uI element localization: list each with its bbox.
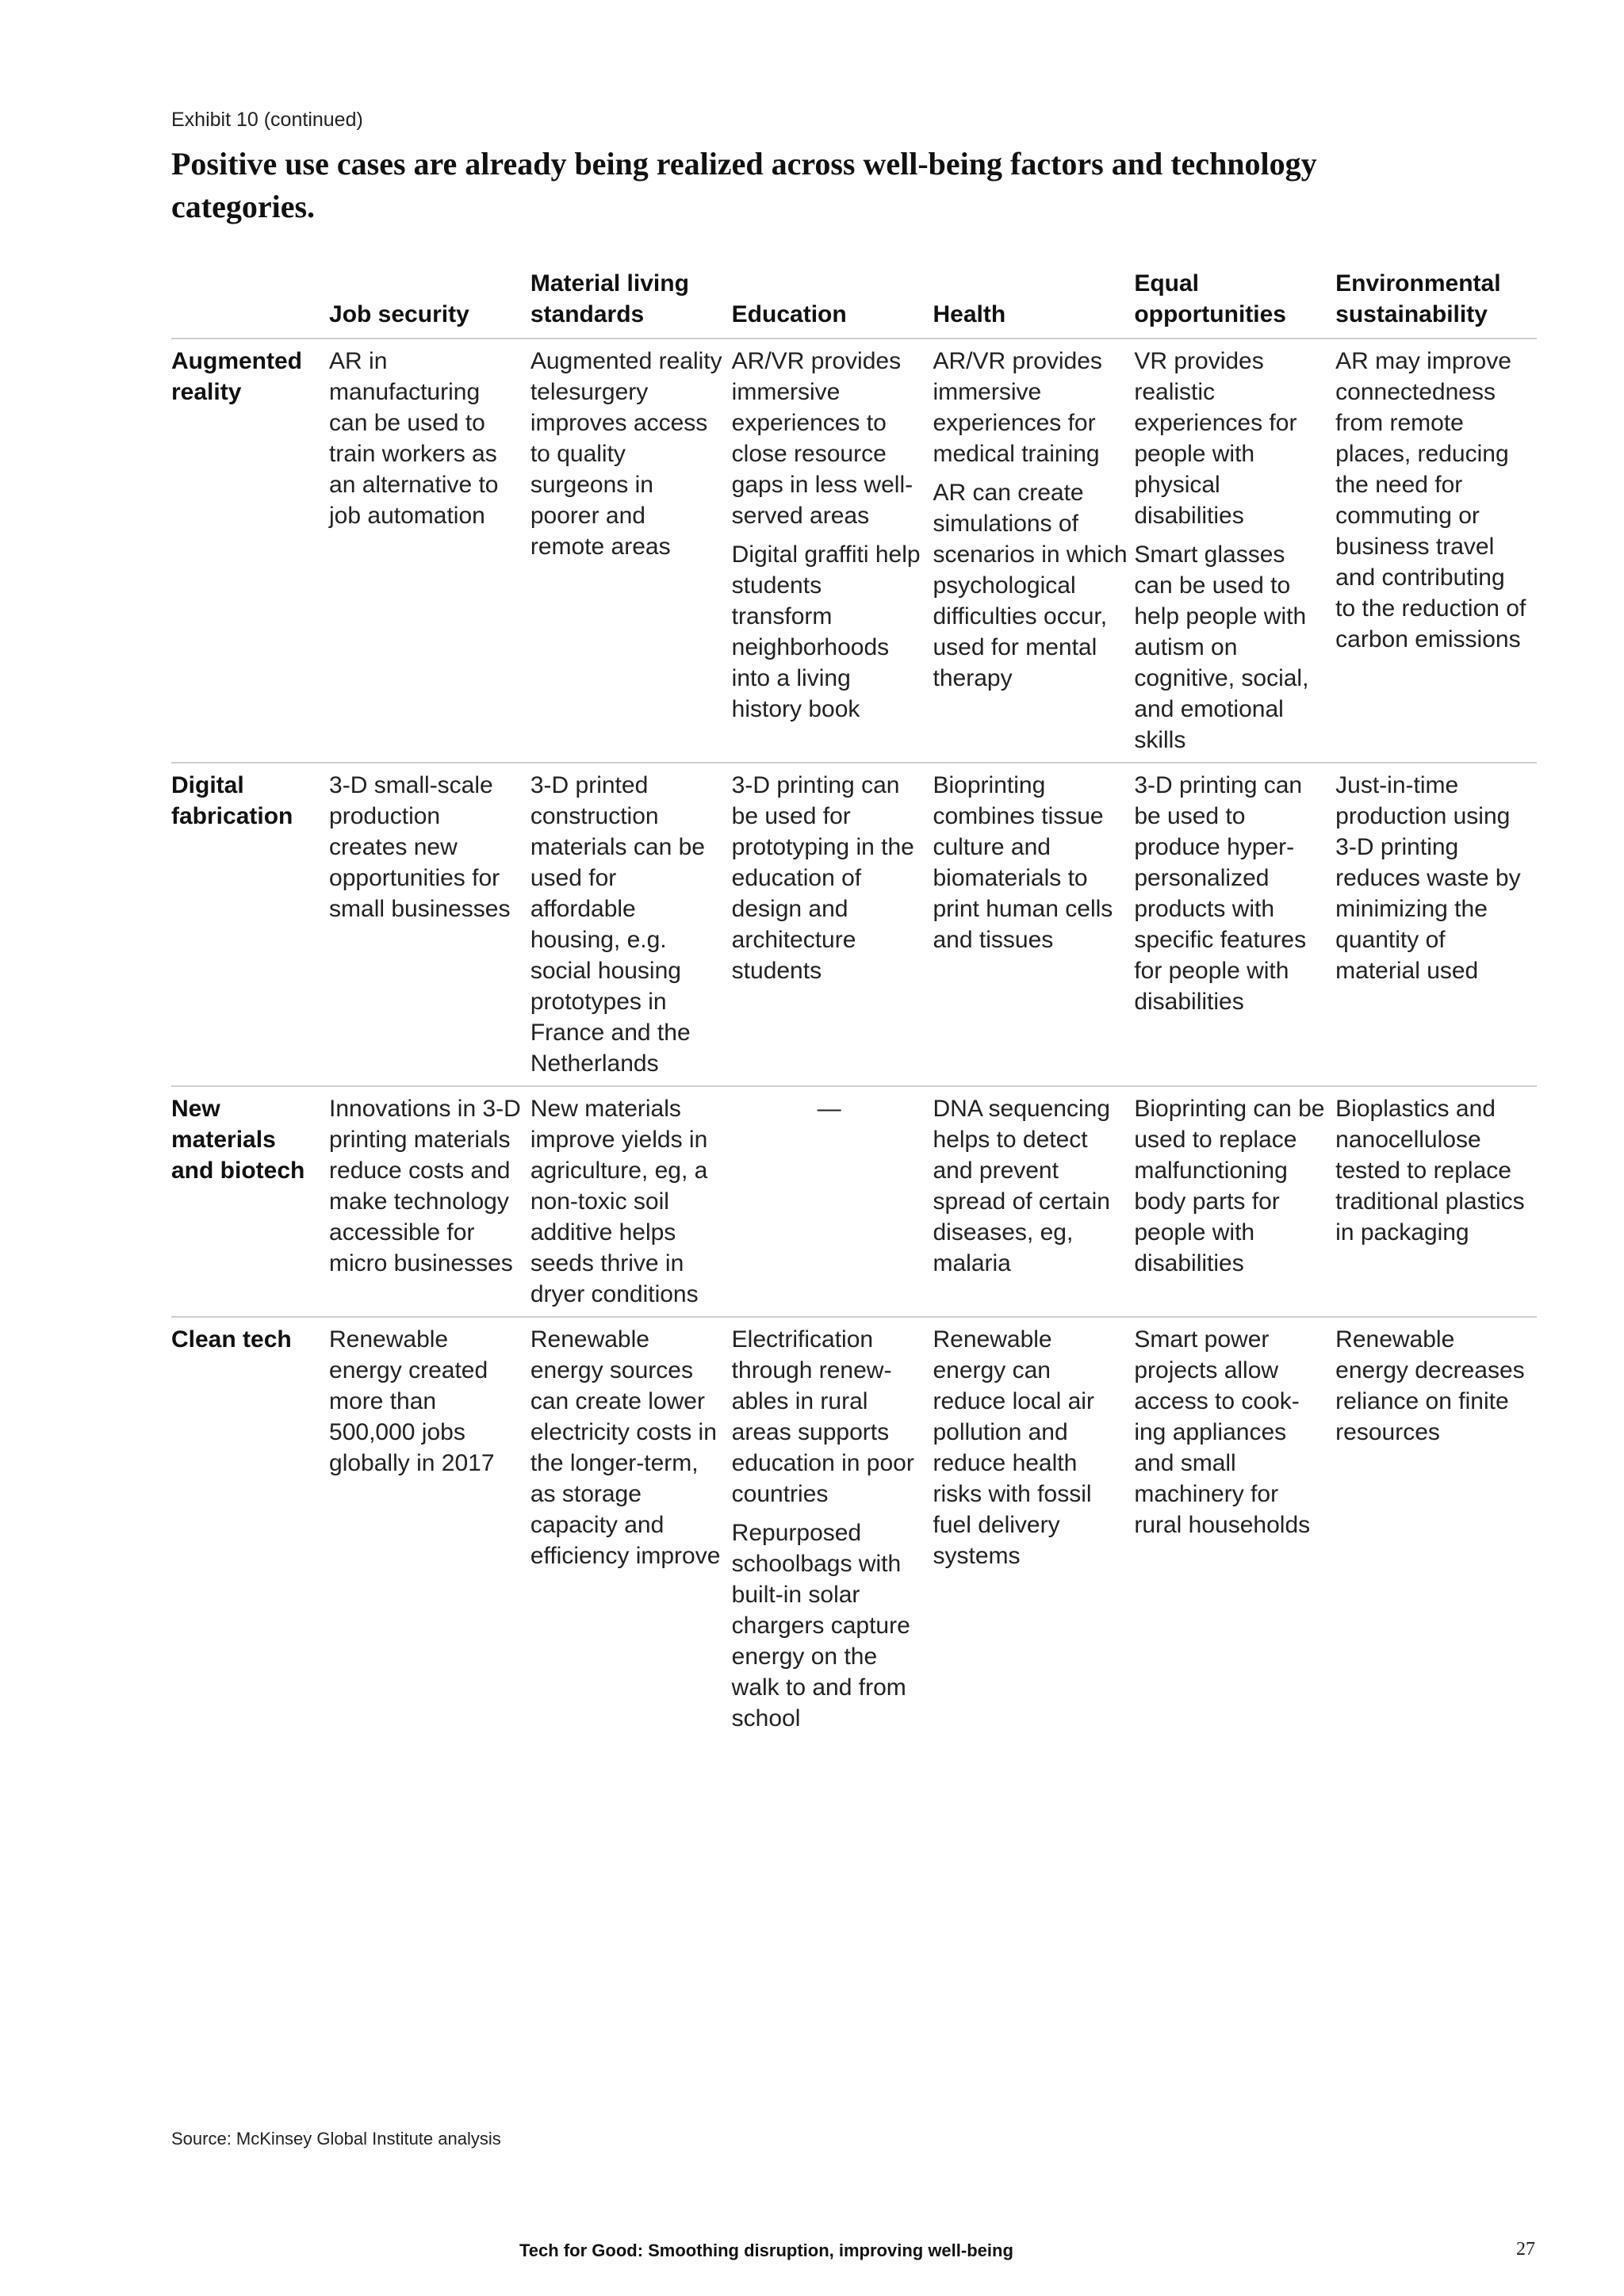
column-header: Material living standards <box>530 268 732 339</box>
table-cell <box>530 763 732 1086</box>
cell-text: Smart glasses can be used to help people with autism on cognitive, social, and emotional skills <box>1134 541 1309 753</box>
page-number: 27 <box>1516 2239 1535 2260</box>
table-cell <box>933 339 1135 763</box>
table-cell <box>933 763 1135 1086</box>
cell-text: Bioprinting combines tissue culture and biomaterials to print human cells and tissues <box>933 772 1113 953</box>
table-cell <box>1134 339 1335 763</box>
table-cell <box>933 1086 1135 1317</box>
cell-text: Just-in-time production using 3-D printing reduces waste by minimizing the quantity of material used <box>1335 772 1521 984</box>
table-row <box>171 1317 1537 1740</box>
column-header: Health <box>933 268 1135 339</box>
table-cell <box>530 1086 732 1317</box>
table-cell <box>732 1086 933 1317</box>
row-header: Digital fabrication <box>171 763 329 1086</box>
column-header: Education <box>732 268 933 339</box>
table-cell <box>1134 1317 1335 1740</box>
use-case-table <box>171 268 1537 1740</box>
source-note: Source: McKinsey Global Institute analysis <box>171 2129 501 2149</box>
cell-text: AR may improve connectedness from remote places, reducing the need for commuting or business travel and contributing to the reduction of carbon emissions <box>1335 348 1526 652</box>
cell-text: 3-D printed construction materials can be used for affordable housing, e.g. social housing prototypes in France and the Netherlands <box>530 772 705 1077</box>
cell-text: Smart power projects allow access to cook-ing appliances and small machinery for rural households <box>1134 1326 1311 1538</box>
column-header: Environmental sustainability <box>1335 268 1537 339</box>
exhibit-title: Positive use cases are already being realized across well-being factors and technology categories. <box>171 146 1317 224</box>
table-cell <box>530 1317 732 1740</box>
corner-header <box>171 268 329 339</box>
cell-text: Renewable energy sources can create lower electricity costs in the longer-term, as storage capacity and efficiency improve <box>530 1326 721 1569</box>
table-cell <box>1134 763 1335 1086</box>
cell-text: Renewable energy created more than 500,000 jobs globally in 2017 <box>329 1326 495 1476</box>
table-cell <box>1335 339 1537 763</box>
table-cell <box>329 1317 530 1740</box>
cell-text: Bioplastics and nanocellulose tested to replace traditional plastics in packaging <box>1335 1096 1525 1246</box>
cell-text: AR can create simulations of scenarios in which psychological difficulties occur, used for mental therapy <box>933 480 1128 691</box>
cell-text: Electrification through renew-ables in rural areas supports education in poor countries <box>731 1326 914 1507</box>
cell-text: Digital graffiti help students transform neighborhoods into a living history book <box>731 541 921 722</box>
row-header: Clean tech <box>171 1326 292 1353</box>
cell-text: VR provides realistic experiences for people with physical disabilities <box>1134 348 1297 529</box>
table-cell <box>329 339 530 763</box>
cell-text: Repurposed schoolbags with built-in solar chargers capture energy on the walk to and from school <box>731 1520 910 1732</box>
cell-text: New materials improve yields in agriculture, eg, a non-toxic soil additive helps seeds thrive in dryer conditions <box>530 1096 708 1307</box>
table-cell <box>1335 763 1537 1086</box>
table-cell <box>732 1317 933 1740</box>
table-cell <box>732 763 933 1086</box>
cell-text: Renewable energy can reduce local air pollution and reduce health risks with fossil fuel delivery systems <box>933 1326 1094 1569</box>
cell-text: AR/VR provides immersive experiences to close resource gaps in less well-served areas <box>731 348 914 529</box>
column-header: Job security <box>329 268 530 339</box>
table-cell <box>1335 1317 1537 1740</box>
cell-text: DNA sequencing helps to detect and prevent spread of certain diseases, eg, malaria <box>933 1096 1110 1276</box>
table-cell <box>1335 1086 1537 1317</box>
cell-text: AR in manufacturing can be used to train workers as an alternative to job automation <box>329 348 499 529</box>
cell-text: AR/VR provides immersive experiences for medical training <box>933 348 1102 467</box>
cell-text: Innovations in 3-D printing materials reduce costs and make technology accessible for micro businesses <box>329 1096 521 1276</box>
cell-text: Renewable energy decreases reliance on finite resources <box>1335 1326 1525 1445</box>
table-cell <box>933 1317 1135 1740</box>
cell-text: Bioprinting can be used to replace malfunctioning body parts for people with disabilities <box>1134 1096 1325 1276</box>
footer-report-title: Tech for Good: Smoothing disruption, improving well-being <box>519 2241 1013 2260</box>
table-cell <box>329 763 530 1086</box>
row-header: Augmented reality <box>171 339 329 763</box>
column-header: Equal opportunities <box>1134 268 1335 339</box>
table-cell <box>530 339 732 763</box>
table-cell <box>732 339 933 763</box>
cell-text: 3-D small-scale production creates new opportunities for small businesses <box>329 772 511 922</box>
cell-text: Augmented reality telesurgery improves access to quality surgeons in poorer and remote areas <box>530 348 722 560</box>
table-header-row <box>171 268 1537 339</box>
cell-text: 3-D printing can be used for prototyping in the education of design and architecture students <box>731 772 914 984</box>
exhibit-label: Exhibit 10 (continued) <box>171 109 363 131</box>
table-row <box>171 763 1537 1086</box>
cell-text: 3-D printing can be used to produce hyper-personalized products with specific features for people with disabilities <box>1134 772 1307 1015</box>
empty-dash: — <box>817 1096 841 1122</box>
table-row <box>171 1086 1537 1317</box>
table-cell <box>1134 1086 1335 1317</box>
row-header: New materials and biotech <box>171 1086 329 1317</box>
table-cell <box>329 1086 530 1317</box>
table-row <box>171 339 1537 763</box>
